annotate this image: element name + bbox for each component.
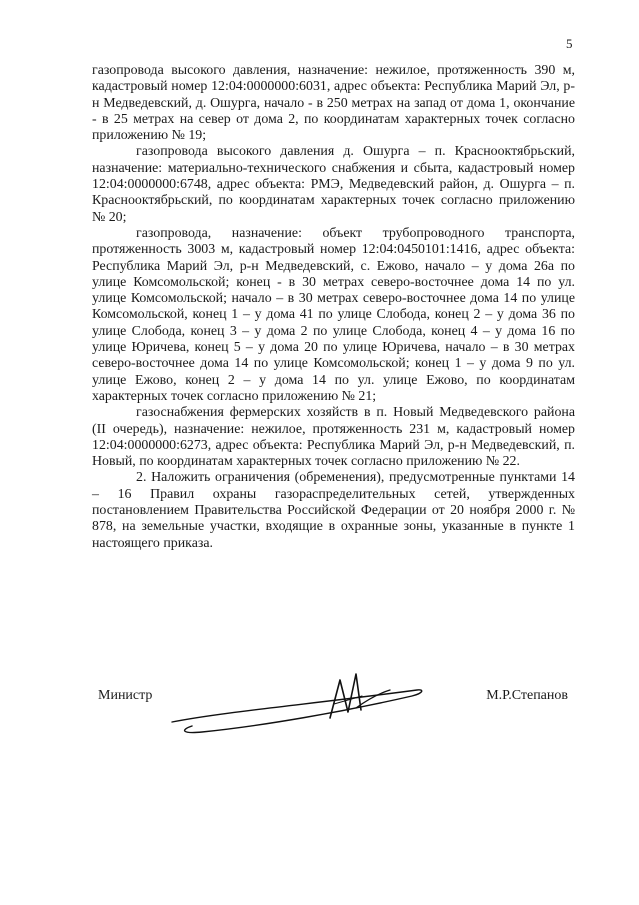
paragraph-gas-supply-farms-novy: газоснабжения фермерских хозяйств в п. Новый Медведевского района (II очередь), назначение: нежилое, протяженность 231 м, кадастровый номер 12:04:0000000:6273, адрес объекта: Республика Марий Эл, р-н Медведевский, п. Новый, по координатам характерных точек согласно приложению № 22.: [92, 405, 575, 470]
page-number: 5: [566, 36, 573, 51]
signature-block: [92, 660, 575, 740]
document-body: [92, 63, 575, 552]
handwritten-signature: [162, 660, 432, 740]
paragraph-gas-pipeline-ezhovo: газопровода, назначение: объект трубопроводного транспорта, протяженность 3003 м, кадастровый номер 12:04:0450101:1416, адрес объекта: Республика Марий Эл, р-н Медведевский, с. Ежово, начало – у дома 26а по улице Комсомольской; конец - в 30 метрах северо-восточнее дома 14 по ул. улице Комсомольской; начало – в 30 метрах северо-восточнее дома 14 по улице Комсомольской, конец 1 – у дома 41 по улице Слобода, конец 2 – у дома 36 по улице Слобода, конец 3 – у дома 2 по улице Слобода, конец 4 – у дома 16 по улице Юричева, конец 5 – у дома 20 по улице Юричева, начало – в 30 метрах северо-восточнее дома 14 по улице Комсомольской; конец 1 – у дома 9 по ул. улице Ежово, конец 2 – у дома 14 по ул. улице Ежово, по координатам характерных точек согласно приложению № 21;: [92, 225, 575, 404]
paragraph-gas-pipeline-oshurga-krasnooktyabrsky: газопровода высокого давления д. Ошурга – п. Краснооктябрьский, назначение: материально-технического снабжения и сбыта, кадастровый номер 12:04:0000000:6748, адрес объекта: РМЭ, Медведевский район, д. Ошурга – п. Краснооктябрьский, по координатам характерных точек согласно приложению № 20;: [92, 144, 575, 225]
paragraph-item-2-restrictions: 2. Наложить ограничения (обременения), предусмотренные пунктами 14 – 16 Правил охраны газораспределительных сетей, утвержденных постановлением Правительства Российской Федерации от 20 ноября 2000 г. № 878, на земельные участки, входящие в охранные зоны, указанные в пункте 1 настоящего приказа.: [92, 470, 575, 551]
signatory-title: Министр: [98, 688, 153, 703]
signatory-name: М.Р.Степанов: [486, 688, 568, 703]
paragraph-gas-pipeline-oshurga: газопровода высокого давления, назначение: нежилое, протяженность 390 м, кадастровый номер 12:04:0000000:6031, адрес объекта: Республика Марий Эл, р-н Медведевский, д. Ошурга, начало - в 250 метрах на запад от дома 1, окончание - в 25 метрах на север от дома 2, по координатам характерных точек согласно приложению № 19;: [92, 63, 575, 144]
